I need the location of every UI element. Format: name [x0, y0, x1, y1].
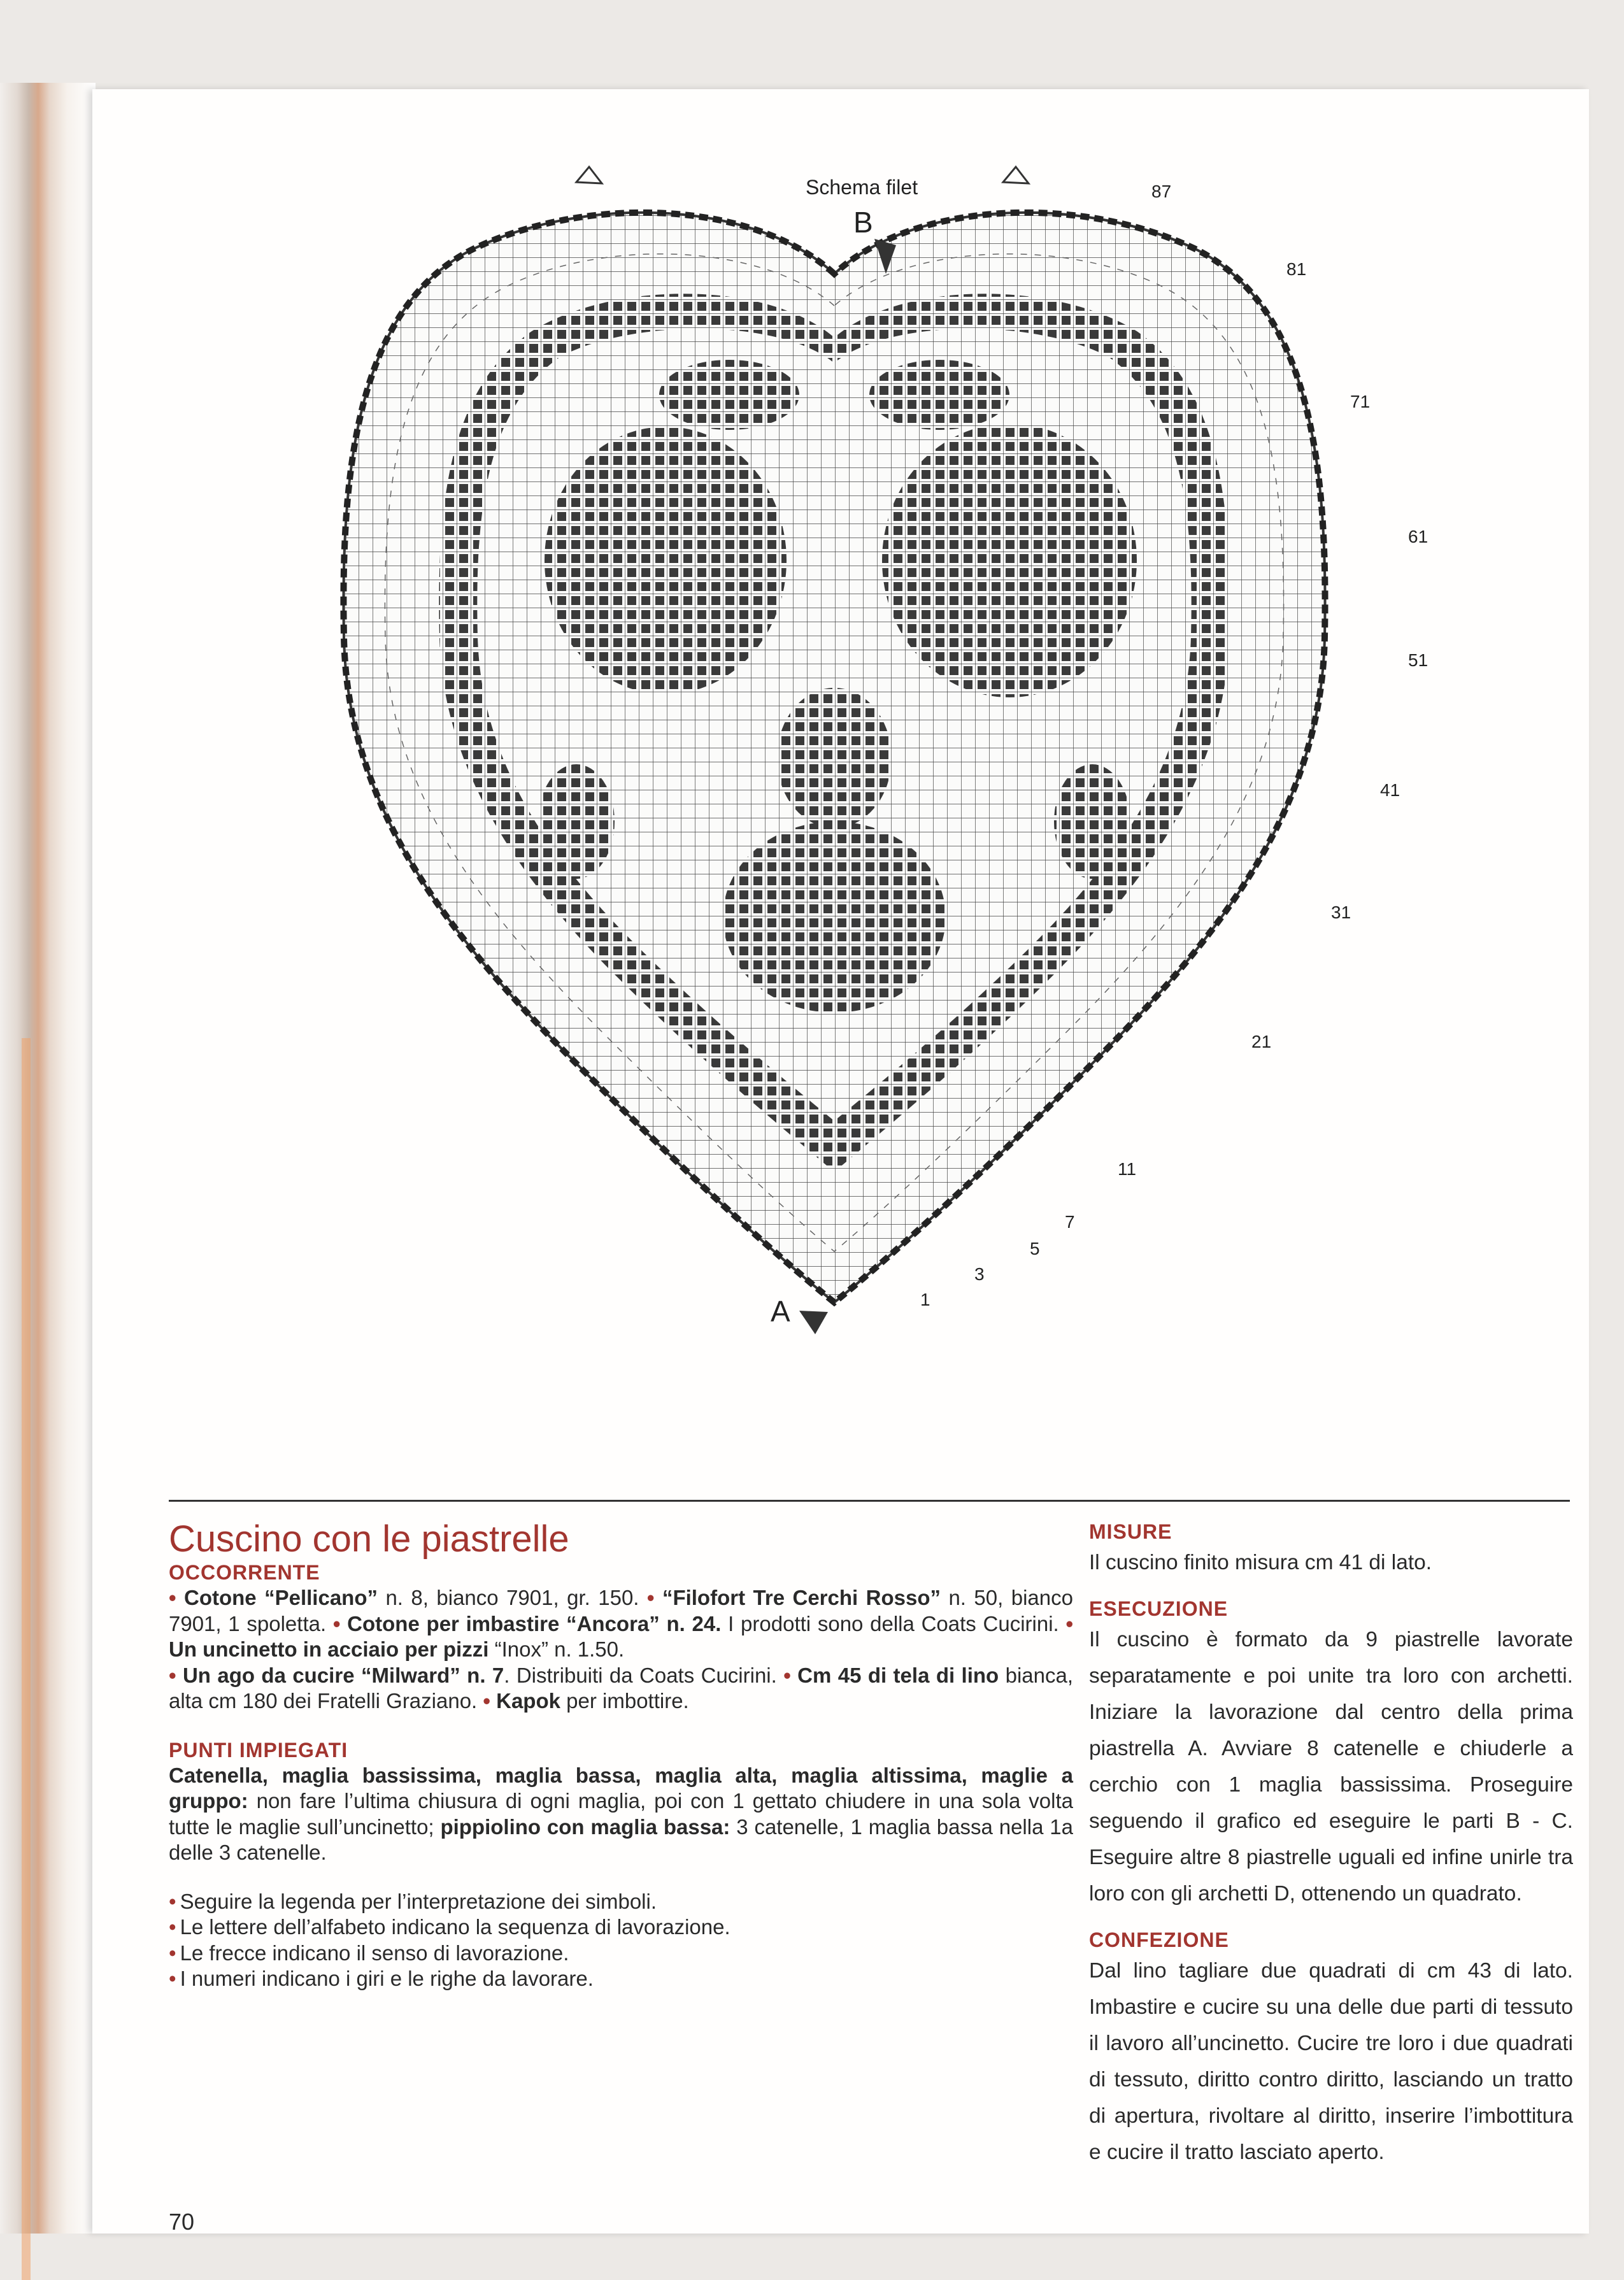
list-item: • Le lettere dell’alfabeto indicano la sequenza di lavorazione.	[169, 1914, 1073, 1941]
right-column	[1089, 1519, 1573, 2170]
page-number: 70	[169, 2209, 195, 2235]
row-number: 61	[1408, 527, 1428, 546]
row-number: 87	[1151, 182, 1172, 201]
row-number: 71	[1350, 392, 1371, 411]
left-column	[169, 1519, 1073, 1992]
chart-title: Schema filet	[806, 176, 918, 199]
row-number: 41	[1380, 780, 1400, 800]
point-b-label: B	[853, 206, 873, 239]
arrow-a-icon	[799, 1311, 828, 1334]
punti-text: Catenella, maglia bassissima, maglia bassa, maglia alta, maglia altissima, maglie a gruppo: non fare l’ultima chiusura di ogni maglia, poi con 1 gettato chiudere in una sola volta tutte le maglie sull’uncinetto; pippiolino con maglia bassa: 3 catenelle, 1 maglia bassa nella 1a delle 3 catenelle.	[169, 1763, 1073, 1864]
esecuzione-heading: ESECUZIONE	[1089, 1597, 1229, 1620]
section-divider	[169, 1500, 1570, 1502]
misure-text: Il cuscino finito misura cm 41 di lato.	[1089, 1551, 1432, 1574]
page-edge-stripe	[22, 1038, 31, 2280]
point-a-label: A	[771, 1295, 790, 1328]
row-number: 7	[1065, 1212, 1075, 1232]
misure-heading: MISURE	[1089, 1520, 1172, 1543]
row-number: 21	[1251, 1032, 1272, 1051]
punti-heading: PUNTI IMPIEGATI	[169, 1738, 348, 1762]
book-spine	[0, 83, 96, 2234]
confezione-text: Dal lino tagliare due quadrati di cm 43 di lato. Imbastire e cucire su una delle due parti di tessuto il lavoro all’uncinetto. Cucire tre loro i due quadrati di tessuto, diritto contro diritto, lasciando un tratto di apertura, rivoltare al diritto, inserire l’imbottitura e cucire il tratto lasciato aperto.	[1089, 1959, 1573, 2164]
row-number: 81	[1286, 259, 1307, 279]
occorrente-text: • Cotone “Pellicano” n. 8, bianco 7901, gr. 150. • “Filofort Tre Cerchi Rosso” n. 50, bianco 7901, 1 spoletta. • Cotone per imbastire “Ancora” n. 24. I prodotti sono della Coats Cucirini. • Un uncinetto in acciaio per pizzi “Inox” n. 1.50. • Un ago da cucire “Milward” n. 7. Distribuiti da Coats Cucirini. • Cm 45 di tela di lino bianca, alta cm 180 dei Fratelli Graziano. • Kapok per imbottire.	[169, 1586, 1074, 1713]
article-title: Cuscino con le piastrelle	[169, 1518, 569, 1560]
list-item: • Le frecce indicano il senso di lavorazione.	[169, 1941, 1073, 1967]
row-number: 1	[920, 1290, 930, 1309]
filet-chart	[92, 89, 1589, 1427]
heart-grid	[334, 191, 1341, 1312]
row-number: 5	[1030, 1239, 1040, 1258]
arrow-right-top-icon	[1003, 167, 1029, 183]
confezione-heading: CONFEZIONE	[1089, 1928, 1229, 1951]
list-item: • I numeri indicano i giri e le righe da lavorare.	[169, 1966, 1073, 1992]
magazine-page	[92, 89, 1589, 2234]
row-number: 3	[974, 1264, 985, 1284]
row-number: 51	[1408, 650, 1428, 670]
arrow-left-top-icon	[576, 167, 602, 183]
list-item: • Seguire la legenda per l’interpretazione dei simboli.	[169, 1889, 1073, 1915]
esecuzione-text: Il cuscino è formato da 9 piastrelle lavorate separatamente e poi unite tra loro con archetti. Iniziare la lavorazione dal centro della prima piastrella A. Avviare 8 catenelle e chiuderle a cerchio con 1 maglia bassissima. Proseguire seguendo il grafico ed eseguire le parti B - C. Eseguire altre 8 piastrelle uguali ed infine unirle tra loro con gli archetti D, ottenendo un quadrato.	[1089, 1628, 1573, 1906]
occorrente-heading: OCCORRENTE	[169, 1561, 320, 1584]
filet-chart-svg	[92, 89, 1589, 1427]
row-number: 11	[1118, 1159, 1137, 1179]
row-number: 31	[1331, 902, 1351, 922]
notes-list	[169, 1889, 1073, 1992]
